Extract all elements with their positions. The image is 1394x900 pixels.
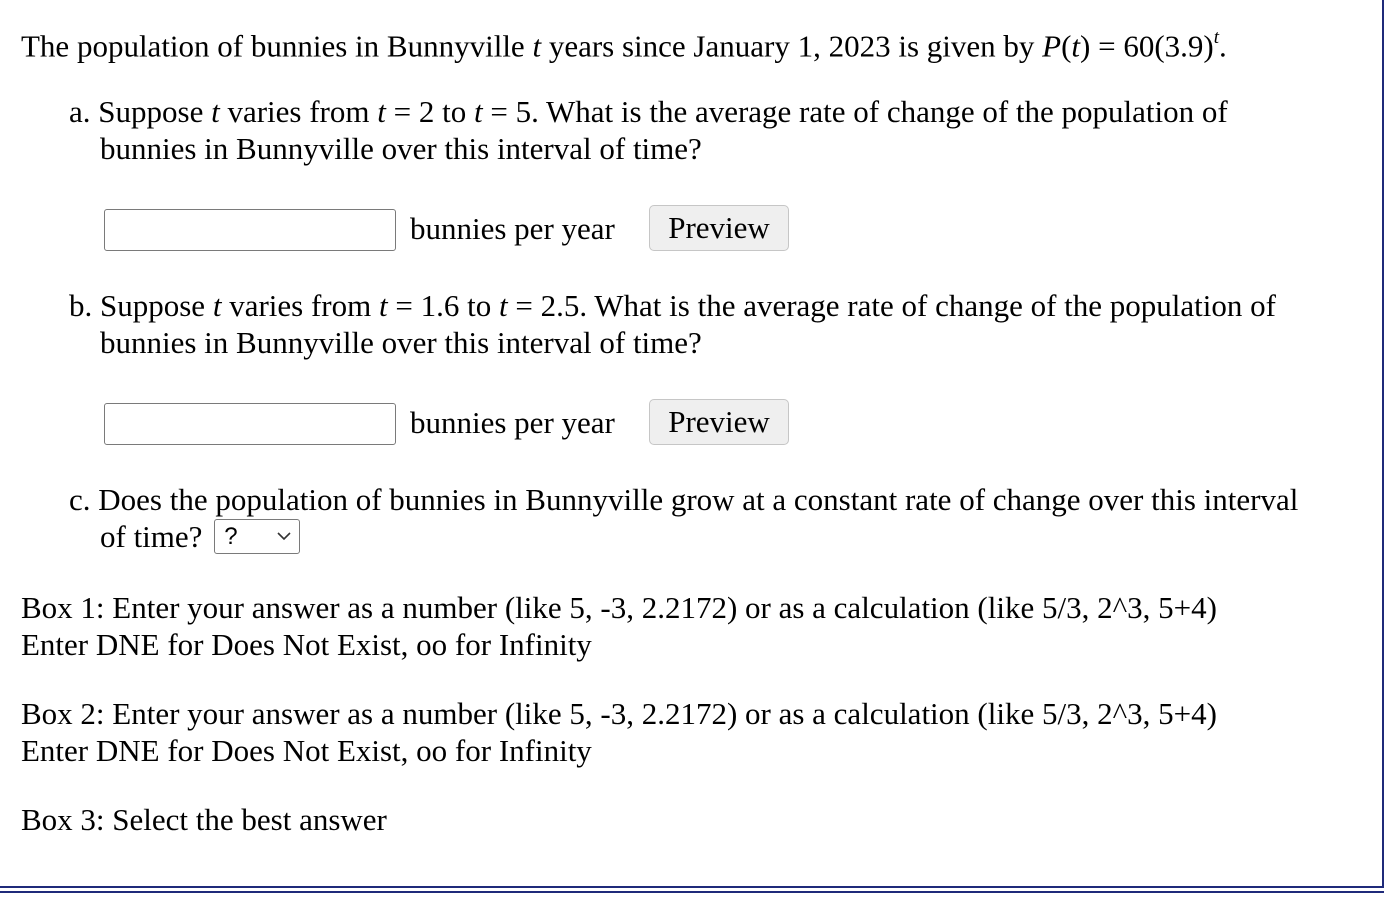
part-c-question-text: of time? (100, 519, 203, 554)
answer-input-box-1[interactable] (104, 209, 396, 251)
part-b-question-line1: b. Suppose t varies from t = 1.6 to t = 2.5. What is the average rate of change of the population of (69, 288, 1276, 323)
part-a-unit-label: bunnies per year (410, 211, 615, 246)
preview-button-part-b[interactable]: Preview (649, 399, 789, 445)
box1-help-line1: Box 1: Enter your answer as a number (like 5, -3, 2.2172) or as a calculation (like 5/3, 2^3, 5+4) (21, 590, 1217, 625)
part-b-unit-label: bunnies per year (410, 405, 615, 440)
part-c-question-line1: c. Does the population of bunnies in Bunnyville grow at a constant rate of change over this interval (69, 482, 1299, 517)
bottom-divider (0, 886, 1384, 893)
formula-exponent: t (1213, 27, 1220, 48)
statement-text-middle: years since January 1, 2023 is given by (541, 28, 1043, 64)
problem-statement (21, 22, 1227, 64)
part-a-question-line2: bunnies in Bunnyville over this interval of time? (100, 131, 702, 166)
variable-t: t (532, 28, 542, 64)
box2-help-line2: Enter DNE for Does Not Exist, oo for Infinity (21, 733, 592, 768)
box3-help-line1: Box 3: Select the best answer (21, 802, 387, 837)
function-name: P (1042, 28, 1062, 64)
chevron-down-icon (277, 531, 291, 541)
answer-select-box-3[interactable] (214, 519, 300, 554)
function-argument: (t) (1061, 28, 1091, 64)
box2-help-line1: Box 2: Enter your answer as a number (like 5, -3, 2.2172) or as a calculation (like 5/3, 2^3, 5+4) (21, 696, 1217, 731)
box1-help-line2: Enter DNE for Does Not Exist, oo for Infinity (21, 627, 592, 662)
function-formula: = 60(3.9) (1090, 28, 1214, 64)
answer-input-box-2[interactable] (104, 403, 396, 445)
part-b-question-line2: bunnies in Bunnyville over this interval of time? (100, 325, 702, 360)
select-current-value: ? (224, 523, 238, 550)
statement-end: . (1219, 28, 1227, 64)
statement-text-start: The population of bunnies in Bunnyville (21, 28, 533, 64)
part-a-question-line1: a. Suppose t varies from t = 2 to t = 5. What is the average rate of change of the population of (69, 94, 1228, 129)
part-c-question-line2 (100, 519, 300, 555)
preview-button-part-a[interactable]: Preview (649, 205, 789, 251)
